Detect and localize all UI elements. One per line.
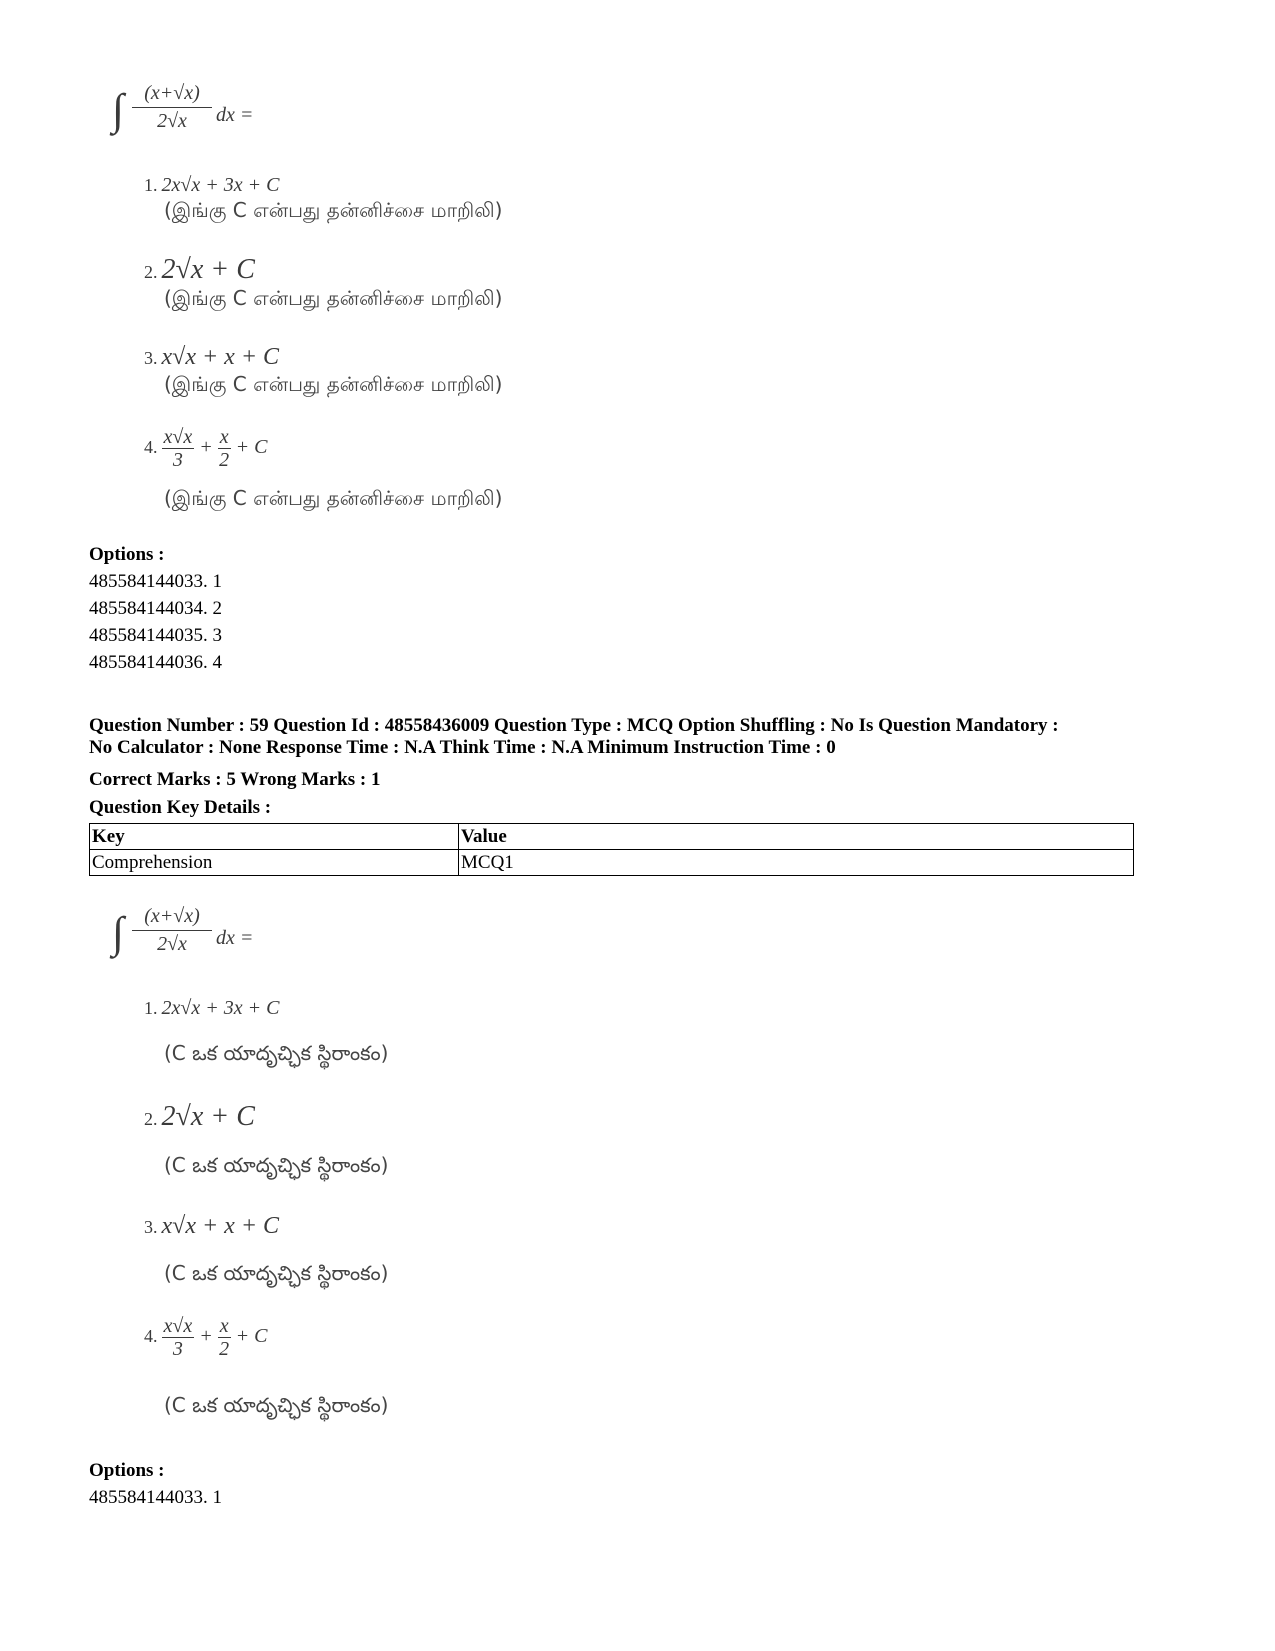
option-id: 485584144035. 3: [89, 625, 222, 646]
table-header-row: [90, 824, 1134, 850]
table-row: [90, 850, 1134, 876]
integral-expression: [112, 82, 352, 152]
options-label: Options :: [89, 1460, 165, 1481]
integral-dx: dx =: [216, 104, 254, 126]
option-note: (இங்கு C என்பது தன்னிச்சை மாறிலி): [164, 198, 503, 222]
integral-expression: [112, 905, 352, 975]
integral-numerator: (x+√x): [144, 905, 200, 927]
table-header-key: Key: [90, 824, 459, 850]
options-label: Options :: [89, 544, 165, 565]
option-note: (இங்கு C என்பது தன்னிச்சை மாறிலி): [164, 372, 503, 396]
integral-denominator: 2√x: [157, 110, 187, 132]
integral-sign: ∫: [112, 85, 125, 134]
option-1: 1. 2x√x + 3x + C (இங்கு C என்பது தன்னிச்சை மாறிலி): [144, 174, 279, 197]
key-details-label: Question Key Details :: [89, 797, 272, 818]
table-cell-key: Comprehension: [90, 850, 459, 876]
question-header-line-2: No Calculator : None Response Time : N.A Think Time : N.A Minimum Instruction Time : 0: [89, 737, 836, 758]
integral-sign: ∫: [112, 908, 125, 957]
option-2: 2. 2√x + C (C ఒక యాదృచ్ఛిక స్థిరాంకం): [144, 1101, 255, 1133]
option-note: (இங்கு C என்பது தன்னிச்சை மாறிலி): [164, 286, 503, 310]
option-3: 3. x√x + x + C (C ఒక యాదృచ్ఛిక స్థిరాంకం): [144, 1213, 279, 1240]
option-note: (C ఒక యాదృచ్ఛిక స్థిరాంకం): [164, 1153, 389, 1177]
integral-numerator: (x+√x): [144, 82, 200, 104]
integral-denominator: 2√x: [157, 933, 187, 955]
option-4: 4. $\frac{x√x}{3}$ + $\frac{x}{2}$ + C (C ఒక యాదృచ్ఛిక స్థిరాంకం): [144, 1315, 267, 1360]
marks-line: Correct Marks : 5 Wrong Marks : 1: [89, 769, 381, 790]
question-image-tamil: [112, 82, 672, 522]
table-header-value: Value: [459, 824, 1134, 850]
option-1: 1. 2x√x + 3x + C (C ఒక యాదృచ్ఛిక స్థిరాంకం): [144, 997, 279, 1020]
option-note: (C ఒక యాదృచ్ఛిక స్థిరాంకం): [164, 1041, 389, 1065]
option-2: 2. 2√x + C (இங்கு C என்பது தன்னிச்சை மாறிலி): [144, 254, 255, 286]
option-4: 4. $\frac{x√x}{3}$ + $\frac{x}{2}$ + C (இங்கு C என்பது தன்னிச்சை மாறிலி): [144, 426, 267, 471]
option-note: (இங்கு C என்பது தன்னிச்சை மாறிலி): [164, 486, 503, 510]
question-image-telugu: [112, 905, 672, 1445]
integral-dx: dx =: [216, 927, 254, 949]
option-3: 3. x√x + x + C (இங்கு C என்பது தன்னிச்சை மாறிலி): [144, 344, 279, 371]
key-details-table: [89, 823, 1134, 876]
option-id: 485584144034. 2: [89, 598, 222, 619]
option-id: 485584144036. 4: [89, 652, 222, 673]
table-cell-value: MCQ1: [459, 850, 1134, 876]
option-note: (C ఒక యాదృచ్ఛిక స్థిరాంకం): [164, 1261, 389, 1285]
option-id: 485584144033. 1: [89, 571, 222, 592]
option-id: 485584144033. 1: [89, 1487, 222, 1508]
question-header-line-1: Question Number : 59 Question Id : 48558436009 Question Type : MCQ Option Shuffling : No Is Question Mandatory :: [89, 715, 1059, 736]
option-note: (C ఒక యాదృచ్ఛిక స్థిరాంకం): [164, 1393, 389, 1417]
